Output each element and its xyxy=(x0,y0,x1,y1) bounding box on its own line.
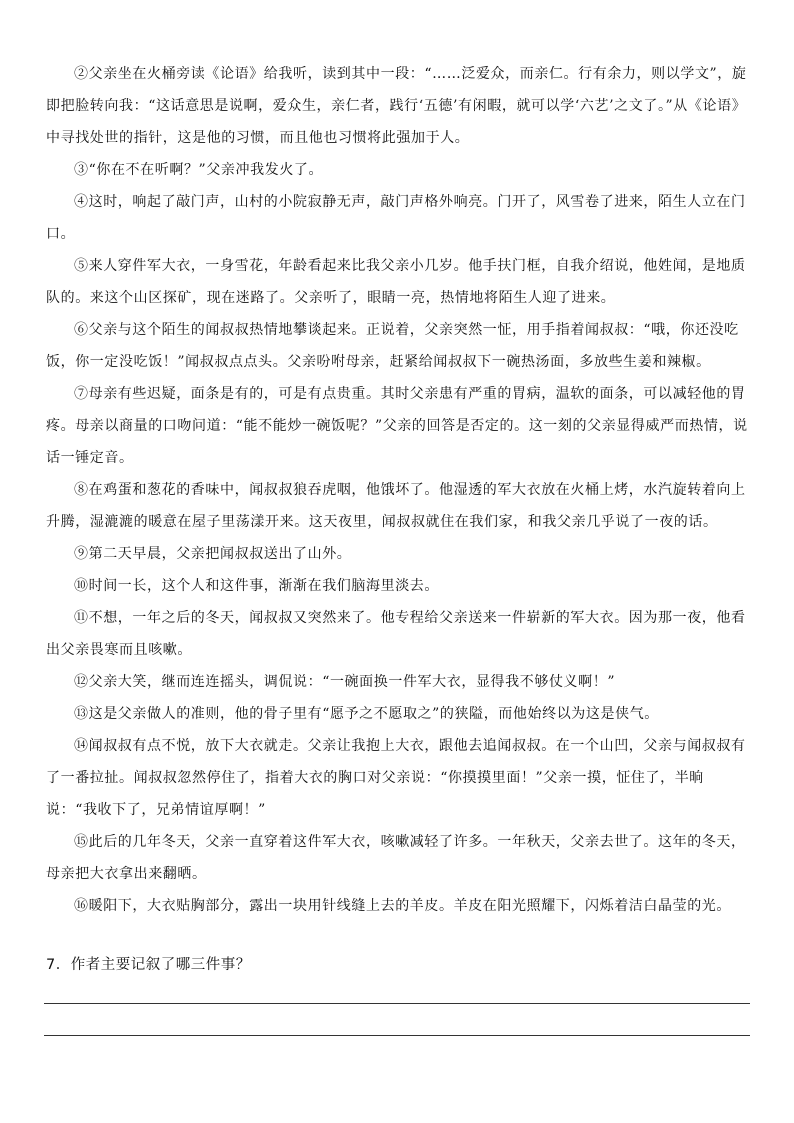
paragraph-4: ④这时，响起了敲门声，山村的小院寂静无声，敲门声格外响亮。门开了，风雪卷了进来，陌生人立在门口。 xyxy=(46,194,746,242)
paragraph-6: ⑥父亲与这个陌生的闻叔叔热情地攀谈起来。正说着，父亲突然一怔，用手指着闻叔叔：“哦，你还没吃饭，你一定没吃饭！”闻叔叔点点头。父亲吩咐母亲，赶紧给闻叔叔下一碗热汤面，多放些生姜和辣椒。 xyxy=(46,322,739,370)
paragraph-12: ⑫父亲大笑，继而连连摇头，调侃说：“一碗面换一件军大衣，显得我不够仗义啊！” xyxy=(74,674,616,690)
paragraph-9: ⑨第二天早晨，父亲把闻叔叔送出了山外。 xyxy=(74,546,352,562)
paragraph-8: ⑧在鸡蛋和葱花的香味中，闻叔叔狼吞虎咽，他饿坏了。他湿透的军大衣放在火桶上烤，水汽旋转着向上升腾，湿漉漉的暖意在屋子里荡漾开来。这天夜里，闻叔叔就住在我们家，和我父亲几乎说了一夜的话。 xyxy=(46,482,746,530)
paragraph-7: ⑦母亲有些迟疑，面条是有的，可是有点贵重。其时父亲患有严重的胃病，温软的面条，可以减轻他的胃疼。母亲以商量的口吻问道：“能不能炒一碗饭呢？”父亲的回答是否定的。这一刻的父亲显得威严而热情，说话一锤定音。 xyxy=(46,386,748,466)
paragraph-15: ⑮此后的几年冬天，父亲一直穿着这件军大衣，咳嗽减轻了许多。一年秋天，父亲去世了。这年的冬天，母亲把大衣拿出来翻晒。 xyxy=(46,834,746,882)
paragraph-16: ⑯暖阳下，大衣贴胸部分，露出一块用针线缝上去的羊皮。羊皮在阳光照耀下，闪烁着洁白晶莹的光。 xyxy=(74,898,731,914)
paragraph-10: ⑩时间一长，这个人和这件事，渐渐在我们脑海里淡去。 xyxy=(74,578,439,594)
paragraph-13: ⑬这是父亲做人的准则，他的骨子里有“愿予之不愿取之”的狭隘，而他始终以为这是侠气。 xyxy=(74,706,659,722)
paragraph-2: ②父亲坐在火桶旁读《论语》给我听，读到其中一段：“……泛爱众，而亲仁。行有余力，则以学文”，旋即把脸转向我：“这话意思是说啊，爱众生，亲仁者，践行‘五德’有闲暇，就可以学‘六艺’之文了。”从《论语》中寻找处世的指针，这是他的习惯，而且他也习惯将此强加于人。 xyxy=(46,66,747,146)
answer-line-2[interactable] xyxy=(44,1035,750,1036)
question-7: 7．作者主要记叙了哪三件事？ xyxy=(46,957,251,973)
paragraph-11: ⑪不想，一年之后的冬天，闻叔叔又突然来了。他专程给父亲送来一件崭新的军大衣。因为那一夜，他看出父亲畏寒而且咳嗽。 xyxy=(46,610,746,658)
reading-passage xyxy=(46,58,751,922)
paragraph-3: ③“你在不在听啊？”父亲冲我发火了。 xyxy=(74,162,324,178)
paragraph-14: ⑭闻叔叔有点不悦，放下大衣就走。父亲让我抱上大衣，跟他去追闻叔叔。在一个山凹，父亲与闻叔叔有了一番拉扯。闻叔叔忽然停住了，指着大衣的胸口对父亲说：“你摸摸里面！”父亲一摸，怔住了，半晌说：“我收下了，兄弟情谊厚啊！” xyxy=(46,738,746,818)
paragraph-5: ⑤来人穿件军大衣，一身雪花，年龄看起来比我父亲小几岁。他手扶门框，自我介绍说，他姓闻，是地质队的。来这个山区探矿，现在迷路了。父亲听了，眼睛一亮，热情地将陌生人迎了进来。 xyxy=(46,258,746,306)
answer-line-1[interactable] xyxy=(44,1003,750,1004)
